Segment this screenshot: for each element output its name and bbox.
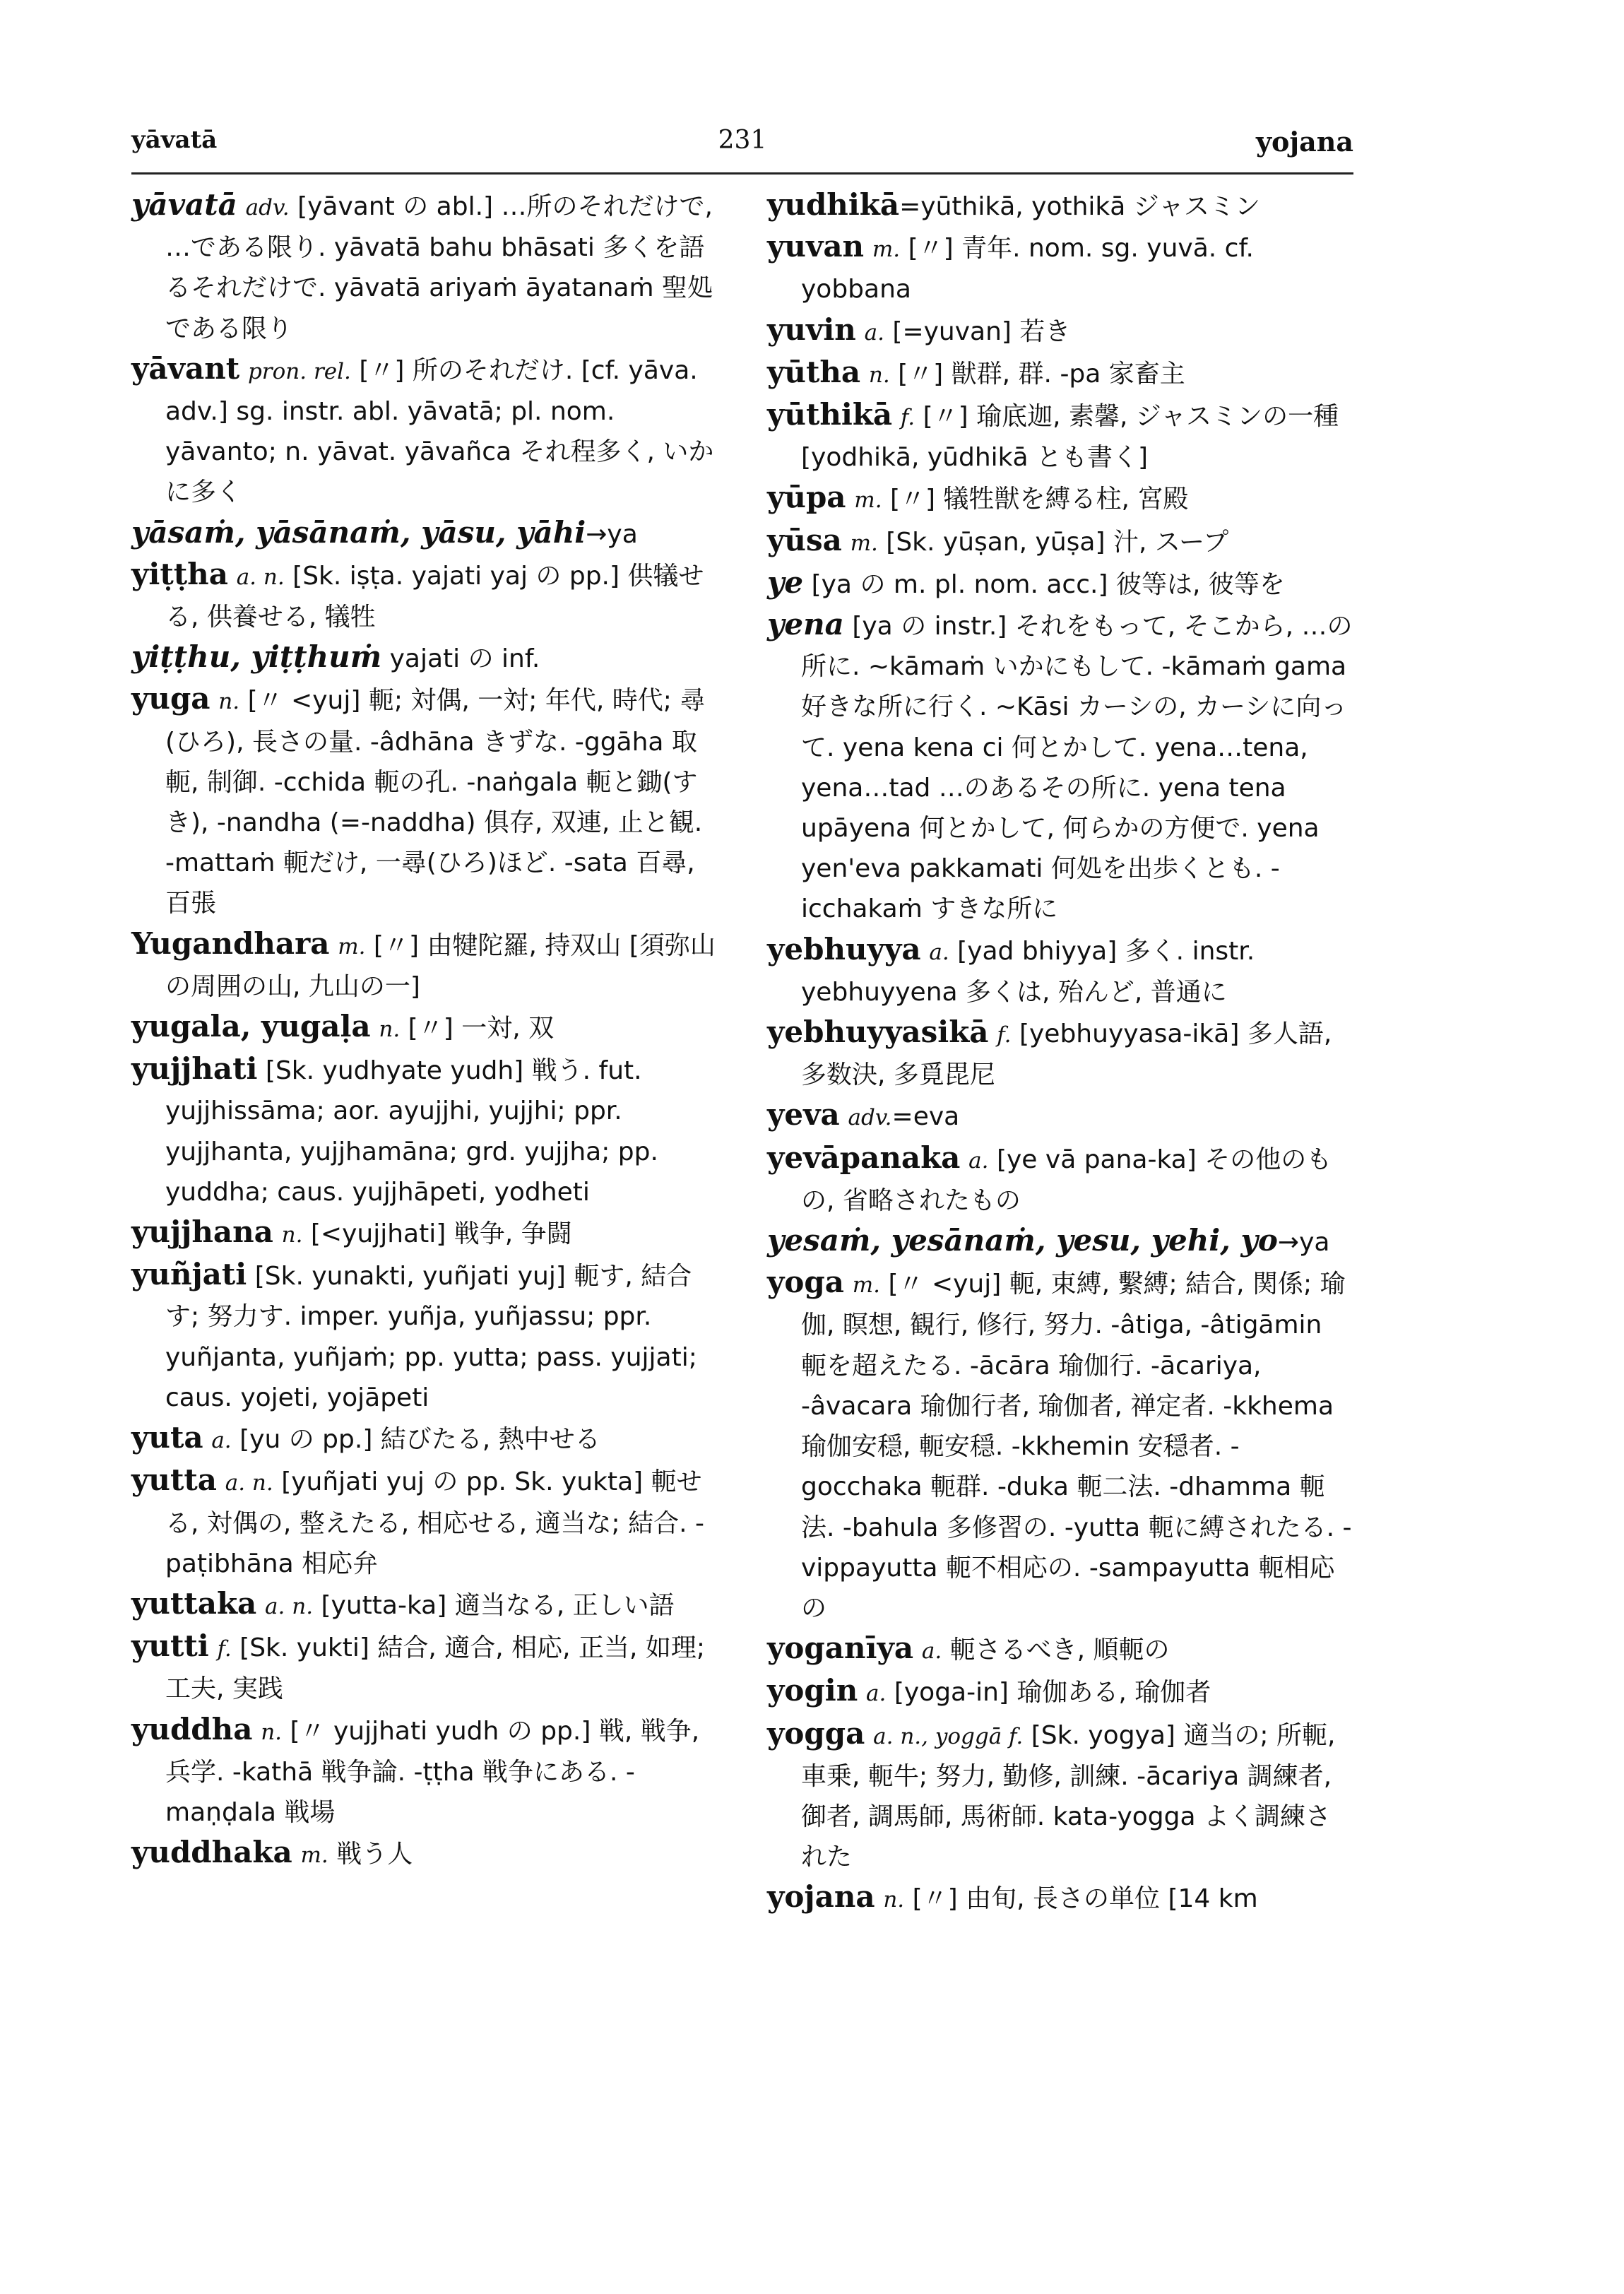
- grammar-label: pron. rel.: [247, 358, 351, 384]
- dictionary-entry: [131, 349, 718, 513]
- dictionary-entry: [767, 1138, 1353, 1221]
- headword: yāsaṁ, yāsānaṁ, yāsu, yāhi: [131, 514, 586, 550]
- dictionary-entry: [767, 1877, 1353, 1920]
- headword: yebhuyya: [767, 931, 921, 966]
- definition: [ye vā pana-ka] その他のもの, 省略されたもの: [801, 1145, 1332, 1215]
- definition: [〃] 瑜底迦, 素馨, ジャスミンの一種 [yodhikā, yūdhikā とも書く]: [801, 402, 1339, 473]
- definition: [Sk. iṣṭa. yajati yaj の pp.] 供犠せる, 供養せる, 犠牲: [165, 561, 704, 632]
- definition: [〃 <yuj] 軛, 束縛, 繫縛; 結合, 関係; 瑜伽, 瞑想, 観行, 修行, 努力. -âtiga, -âtigāmin 軛を超えたる. -ācāra 瑜伽行. -ācariya, -âvacara 瑜伽行者, 瑜伽者, 禅定者. -kkhema 瑜伽安穏, 軛安穏. -kkhemin 安穏者. -gocchaka 軛群. -duka 軛二法. -dhamma 軛法. -bahula 多修習の. -yutta 軛に縛されたる. -vippayutta 軛不相応の. -sampayutta 軛相応の: [801, 1270, 1352, 1623]
- dictionary-entry: [131, 1049, 718, 1212]
- grammar-label: a. n., yoggā f.: [873, 1723, 1024, 1749]
- dictionary-entry: [131, 555, 718, 637]
- dictionary-entry: [131, 1460, 718, 1584]
- headword: yūpa: [767, 480, 846, 515]
- grammar-label: m.: [300, 1843, 328, 1869]
- definition: [yu の pp.] 結びたる, 熱中せる: [231, 1425, 600, 1455]
- headword: yuddhaka: [131, 1835, 292, 1870]
- grammar-label: a.: [211, 1428, 232, 1454]
- definition: 戦う人: [328, 1840, 413, 1869]
- headword: yogga: [767, 1715, 865, 1751]
- dictionary-entry: [767, 521, 1353, 563]
- dictionary-entry: [131, 1626, 718, 1709]
- headword: yena: [767, 607, 844, 642]
- dictionary-entry: [131, 1418, 718, 1460]
- definition: =eva: [891, 1102, 960, 1132]
- grammar-label: adv.: [245, 195, 290, 220]
- grammar-label: m.: [852, 1272, 881, 1299]
- definition: [Sk. yunakti, yuñjati yuj] 軛す, 結合す; 努力す. imper. yuñja, yuñjassu; ppr. yuñjanta, yuñjaṁ; pp. yutta; pass. yujjati; caus. yojeti, yojāpeti: [165, 1262, 697, 1412]
- definition: [<yujjhati] 戦争, 争闘: [302, 1219, 572, 1249]
- running-head: [131, 126, 1353, 168]
- definition: →ya: [586, 519, 638, 549]
- headword: yuvan: [767, 229, 865, 264]
- grammar-label: n.: [261, 1719, 283, 1745]
- headword: yūtha: [767, 354, 861, 389]
- definition: [yutta-ka] 適当なる, 正しい語: [313, 1590, 675, 1620]
- definition: [〃] 一対, 双: [400, 1014, 555, 1043]
- headword: yutta: [131, 1462, 217, 1498]
- dictionary-entry: [767, 605, 1353, 930]
- headword: yujjhana: [131, 1214, 273, 1250]
- grammar-label: adv.: [848, 1105, 892, 1131]
- dictionary-entry: [767, 1628, 1353, 1671]
- grammar-label: a. n.: [265, 1593, 314, 1619]
- dictionary-entry: [131, 1710, 718, 1833]
- headword: yugala, yugaḷa: [131, 1009, 371, 1044]
- definition: [〃] 所のそれだけ. [cf. yāva. adv.] sg. instr. abl. yāvatā; pl. nom. yāvanto; n. yāvat. yāvañca それ程多く, いかに多く: [165, 355, 714, 507]
- dictionary-entry: [767, 310, 1353, 353]
- dictionary-entry: [767, 1671, 1353, 1713]
- grammar-label: f.: [900, 405, 915, 431]
- headword: yujjhati: [131, 1051, 258, 1087]
- definition: 軛さるべき, 順軛の: [942, 1636, 1170, 1665]
- headword: yūsa: [767, 522, 842, 557]
- headword: yūthikā: [767, 397, 893, 432]
- headword: yāvatā: [131, 187, 237, 222]
- definition: [〃 <yuj] 軛; 対偶, 一対; 年代, 時代; 尋(ひろ), 長さの量. -âdhāna きずな. -ggāha 取軛, 制御. -cchida 軛の孔. -naṅgala 軛と鋤(すき), -nandha (=-naddha) 俱存, 双連, 止と観. -mattaṁ 軛だけ, 一尋(ひろ)ほど. -sata 百尋, 百張: [165, 686, 706, 918]
- grammar-label: m.: [872, 237, 901, 263]
- dictionary-entry: [767, 478, 1353, 520]
- dictionary-entry: [131, 1007, 718, 1049]
- definition: [〃] 犠牲獣を縛る柱, 宮殿: [882, 485, 1189, 514]
- grammar-label: n.: [883, 1887, 905, 1913]
- right-guide-word: yojana: [1255, 126, 1353, 158]
- definition: [〃] 獣群, 群. -pa 家畜主: [889, 359, 1185, 389]
- definition: [Sk. yogya] 適当の; 所軛, 車乗, 軛牛; 努力, 勤修, 訓練. -ācariya 調練者, 御者, 調馬師, 馬術師. kata-yogga よく調練された: [801, 1720, 1336, 1872]
- dictionary-entry: [131, 924, 718, 1007]
- headword: yesaṁ, yesānaṁ, yesu, yehi, yo: [767, 1223, 1278, 1258]
- dictionary-entry: [131, 679, 718, 923]
- definition: [〃] 由犍陀羅, 持双山 [須弥山の周囲の山, 九山の一]: [165, 930, 716, 1001]
- headword: yojana: [767, 1879, 875, 1915]
- dictionary-entry: [131, 1584, 718, 1626]
- dictionary-entry: [767, 1714, 1353, 1878]
- headword: yevāpanaka: [767, 1140, 961, 1175]
- grammar-label: n.: [281, 1222, 303, 1248]
- grammar-label: m.: [850, 530, 878, 556]
- definition: [Sk. yūṣan, yūṣa] 汁, スープ: [877, 527, 1229, 557]
- headword: yutti: [131, 1628, 209, 1664]
- grammar-label: a. n.: [236, 564, 285, 590]
- definition: [〃] 由旬, 長さの単位 [14 km: [904, 1884, 1258, 1914]
- grammar-label: a.: [929, 939, 949, 965]
- dictionary-entry: [131, 185, 718, 349]
- headword: yebhuyyasikā: [767, 1015, 989, 1050]
- grammar-label: n.: [218, 689, 240, 715]
- headword: yāvant: [131, 350, 240, 386]
- headword: yuddha: [131, 1711, 253, 1746]
- grammar-label: a.: [921, 1638, 942, 1665]
- definition: [ya の instr.] それをもって, そこから, …の所に. ~kāmaṁ いかにもして. -kāmaṁ gama 好きな所に行く. ~Kāsi カーシの, カーシに向って. yena kena ci 何とかして. yena…tena, yena…tad …のあるその所に. yena tena upāyena 何とかして, 何らかの方便で. yena yen'eva pakkamati 何処を出歩くとも. -icchakaṁ すきな所に: [801, 612, 1353, 924]
- headword: yuttaka: [131, 1585, 257, 1621]
- dictionary-entry: [767, 185, 1353, 227]
- headword: yuvin: [767, 312, 856, 347]
- definition: [Sk. yudhyate yudh] 戦う. fut. yujjhissāma; aor. ayujjhi, yujjhi; ppr. yujjhanta, yujjhamāna; grd. yujjha; pp. yuddha; caus. yujjhāpeti, yodheti: [165, 1056, 658, 1207]
- headword: yiṭṭha: [131, 556, 228, 591]
- header-rule: [131, 172, 1353, 175]
- headword: yeva: [767, 1097, 840, 1133]
- dictionary-entry: [131, 1255, 718, 1418]
- headword: yoganīya: [767, 1631, 914, 1666]
- definition: [yāvant の abl.] …所のそれだけで, …である限り. yāvatā bahu bhāsati 多くを語るそれだけで. yāvatā ariyaṁ āyatanaṁ 聖処である限り: [165, 192, 713, 343]
- dictionary-entry: [767, 353, 1353, 395]
- dictionary-entry: [131, 637, 718, 679]
- definition: [Sk. yukti] 結合, 適合, 相応, 正当, 如理; 工夫, 実践: [165, 1633, 706, 1704]
- left-column: [131, 185, 718, 1875]
- definition: =yūthikā, yothikā ジャスミン: [899, 192, 1261, 221]
- headword: yiṭṭhu, yiṭṭhuṁ: [131, 639, 382, 675]
- definition: →ya: [1277, 1228, 1330, 1258]
- grammar-label: a. n.: [225, 1470, 273, 1496]
- grammar-label: a.: [968, 1147, 989, 1173]
- grammar-label: m.: [338, 933, 366, 959]
- dictionary-entry: [767, 930, 1353, 1012]
- grammar-label: f.: [997, 1022, 1012, 1048]
- definition: [ya の m. pl. nom. acc.] 彼等は, 彼等を: [803, 569, 1285, 599]
- dictionary-entry: [131, 1833, 718, 1875]
- headword: yudhikā: [767, 187, 900, 222]
- dictionary-entry: [767, 1263, 1353, 1628]
- headword: ye: [767, 564, 804, 600]
- definition: [=yuvan] 若き: [884, 317, 1071, 346]
- grammar-label: f.: [217, 1636, 232, 1662]
- dictionary-entry: [767, 1012, 1353, 1095]
- right-column: [767, 185, 1353, 1920]
- page-number: 231: [718, 126, 767, 155]
- definition: [yoga-in] 瑜伽ある, 瑜伽者: [886, 1678, 1211, 1708]
- headword: yuga: [131, 681, 211, 716]
- definition: [yebhuyyasa-ikā] 多人語, 多数決, 多覓毘尼: [801, 1019, 1332, 1090]
- dictionary-entry: [767, 1095, 1353, 1137]
- dictionary-entry: [767, 1221, 1353, 1263]
- dictionary-entry: [767, 563, 1353, 605]
- left-guide-word: yāvatā: [131, 126, 218, 154]
- dictionary-entry: [767, 395, 1353, 478]
- dictionary-entry: [131, 1212, 718, 1255]
- headword: yuñjati: [131, 1257, 247, 1292]
- grammar-label: m.: [854, 487, 882, 514]
- definition: [yad bhiyya] 多く. instr. yebhuyyena 多くは, 殆んど, 普通に: [801, 936, 1255, 1007]
- grammar-label: a.: [866, 1681, 887, 1707]
- headword: yuta: [131, 1420, 203, 1455]
- definition: yajati の inf.: [381, 644, 540, 674]
- grammar-label: n.: [868, 362, 890, 388]
- definition: [yuñjati yuj の pp. Sk. yukta] 軛せる, 対偶の, 整えたる, 相応せる, 適当な; 結合. -paṭibhāna 相応弁: [165, 1467, 704, 1578]
- grammar-label: a.: [864, 319, 884, 345]
- headword: yoga: [767, 1265, 844, 1300]
- dictionary-entry: [767, 227, 1353, 309]
- headword: yogin: [767, 1673, 858, 1708]
- headword: Yugandhara: [131, 926, 330, 961]
- definition: [〃 yujjhati yudh の pp.] 戦, 戦争, 兵学. -kathā 戦争論. -ṭṭha 戦争にある. -maṇḍala 戦場: [165, 1716, 700, 1827]
- grammar-label: n.: [379, 1017, 401, 1043]
- dictionary-entry: [131, 513, 718, 555]
- definition: [〃] 青年. nom. sg. yuvā. cf. yobbana: [801, 234, 1254, 305]
